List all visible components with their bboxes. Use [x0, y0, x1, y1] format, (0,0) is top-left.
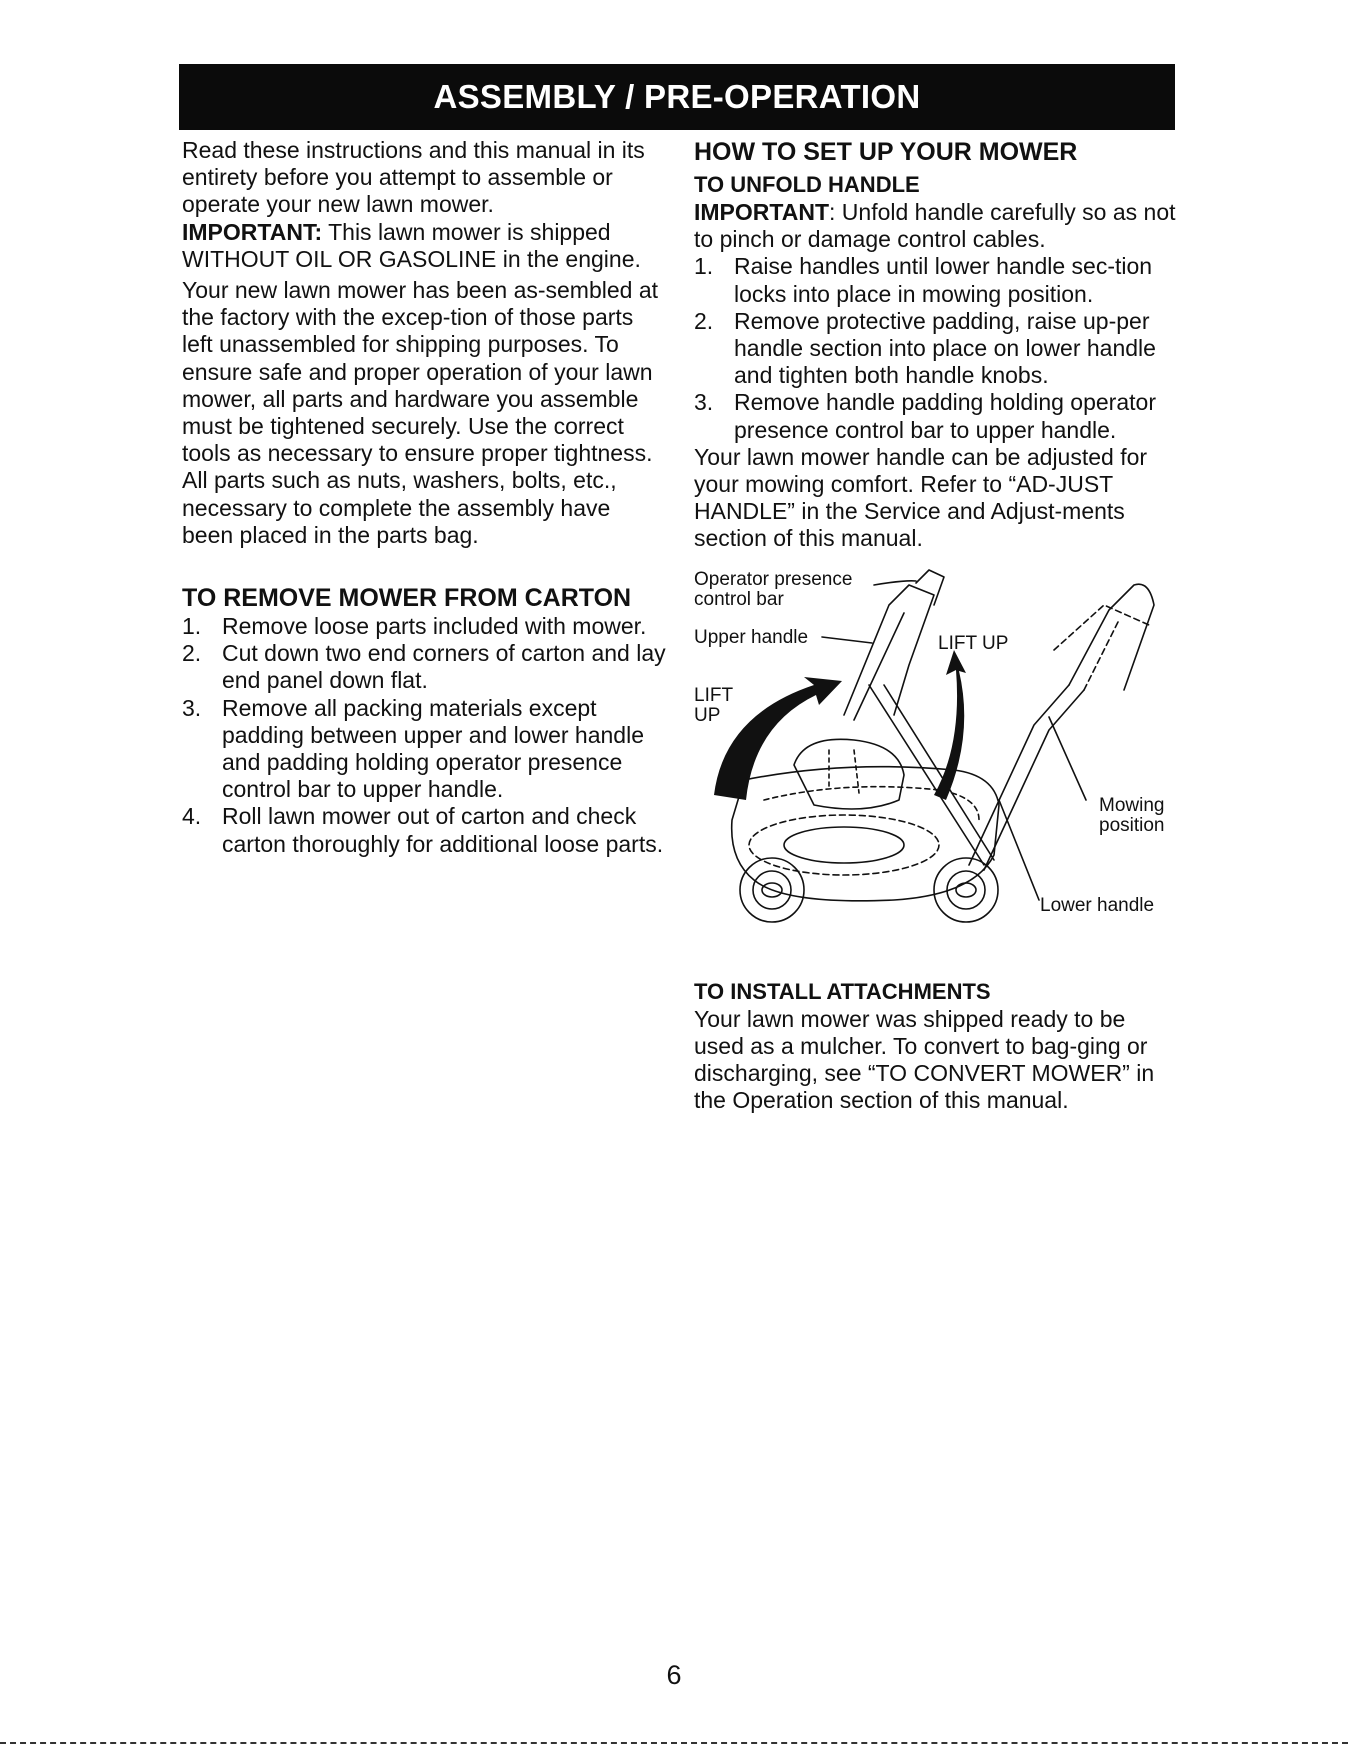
front-right-wheel: [934, 858, 998, 922]
operator-presence-label: Operator presence: [694, 568, 853, 590]
step-number: 3.: [182, 694, 202, 721]
step-text: Roll lawn mower out of carton and check carton thoroughly for additional loose parts.: [222, 803, 664, 857]
assembled-paragraph: Your new lawn mower has been as-sembled at the factory with the excep-tion of those parts left unassembled for shipping purposes. To ensure safe and proper operation of your lawn mower, all parts and hardware you assemble must be tightened securely. Use the correct tools as necessary to ensure proper tightness. All parts such as nuts, washers, bolts, etc., necessary to complete the assembly have been placed in the parts bag.: [182, 277, 659, 548]
operator-bar: [916, 570, 944, 605]
remove-steps-list: [182, 613, 667, 858]
setup-heading: HOW TO SET UP YOUR MOWER: [694, 138, 1078, 166]
step-text: Remove protective padding, raise up-per handle section into place on lower handle and tighten both handle knobs.: [734, 307, 1156, 389]
lift-up-right-label: LIFT UP: [938, 632, 1009, 654]
intro-paragraph: Read these instructions and this manual in its entirety before you attempt to assemble or operate your new lawn mower.: [182, 137, 645, 218]
engine: [794, 739, 904, 809]
important-label: IMPORTANT: [694, 199, 830, 225]
list-item: [182, 803, 667, 857]
pointer-lower-handle: [999, 800, 1039, 900]
adjust-paragraph: Your lawn mower handle can be adjusted for your mowing comfort. Refer to “AD-JUST HANDLE” in the Service and Adjust-ments section of this manual.: [694, 443, 1148, 552]
list-item: [182, 695, 667, 804]
important-text: : Unfold handle carefully so as not to pinch or damage control cables.: [694, 199, 1176, 253]
upper-handle-folded: [844, 585, 934, 715]
mowing-label: Mowing: [1099, 794, 1165, 816]
right-column: [694, 137, 1179, 1114]
step-text: Cut down two end corners of carton and lay end panel down flat.: [222, 640, 666, 694]
left-column: [182, 137, 667, 858]
position-label: position: [1099, 814, 1165, 836]
lower-handle-label: Lower handle: [1040, 894, 1155, 916]
unfold-handle-heading: TO UNFOLD HANDLE: [694, 172, 920, 197]
pointer-upper-handle: [822, 637, 872, 643]
list-item: [694, 308, 1179, 390]
page-number: 6: [666, 1660, 682, 1690]
bottom-rule: [0, 1742, 1348, 1744]
unfold-steps-list: [694, 253, 1179, 443]
step-number: 1.: [694, 253, 714, 280]
important-text: This lawn mower is shipped WITHOUT OIL OR GASOLINE in the engine.: [182, 218, 641, 272]
step-number: 2.: [182, 640, 202, 667]
upper-handle-label: Upper handle: [694, 626, 809, 648]
list-item: [694, 253, 1179, 307]
step-text: Remove handle padding holding operator presence control bar to upper handle.: [734, 389, 1156, 443]
control-bar-label: control bar: [694, 588, 784, 610]
list-item: [694, 389, 1179, 443]
upper-handle-raised: [1069, 584, 1154, 690]
important-paragraph: [182, 219, 667, 273]
install-attachments-heading: TO INSTALL ATTACHMENTS: [694, 978, 991, 1004]
list-item: [182, 640, 667, 694]
unfold-important-paragraph: [694, 199, 1179, 253]
lower-handle: [969, 685, 1069, 865]
attachments-paragraph: Your lawn mower was shipped ready to be used as a mulcher. To convert to bag-ging or discharging, see “TO CONVERT MOWER” in the Operation section of this manual.: [694, 1005, 1155, 1114]
lift-arrow-left: [714, 677, 842, 800]
remove-mower-heading: TO REMOVE MOWER FROM CARTON: [182, 584, 632, 613]
step-number: 3.: [694, 389, 714, 416]
up-left-label: UP: [694, 704, 721, 726]
section-banner: ASSEMBLY / PRE-OPERATION: [179, 64, 1175, 130]
step-text: Remove all packing materials except padding between upper and lower handle and padding holding operator presence control bar to upper handle.: [222, 694, 644, 803]
pointer-operator: [874, 580, 916, 584]
pointer-mowing: [1049, 717, 1086, 800]
step-number: 2.: [694, 307, 714, 334]
list-item: [182, 613, 667, 640]
handle-rail: [869, 685, 984, 865]
step-number: 4.: [182, 803, 202, 830]
step-text: Remove loose parts included with mower.: [222, 613, 647, 640]
lift-left-label: LIFT: [694, 684, 734, 706]
step-text: Raise handles until lower handle sec-tion locks into place in mowing position.: [734, 253, 1153, 307]
lift-arrow-right: [934, 650, 966, 800]
step-number: 1.: [182, 613, 202, 640]
important-label: IMPORTANT:: [182, 218, 323, 245]
mower-illustration: [694, 565, 1179, 965]
